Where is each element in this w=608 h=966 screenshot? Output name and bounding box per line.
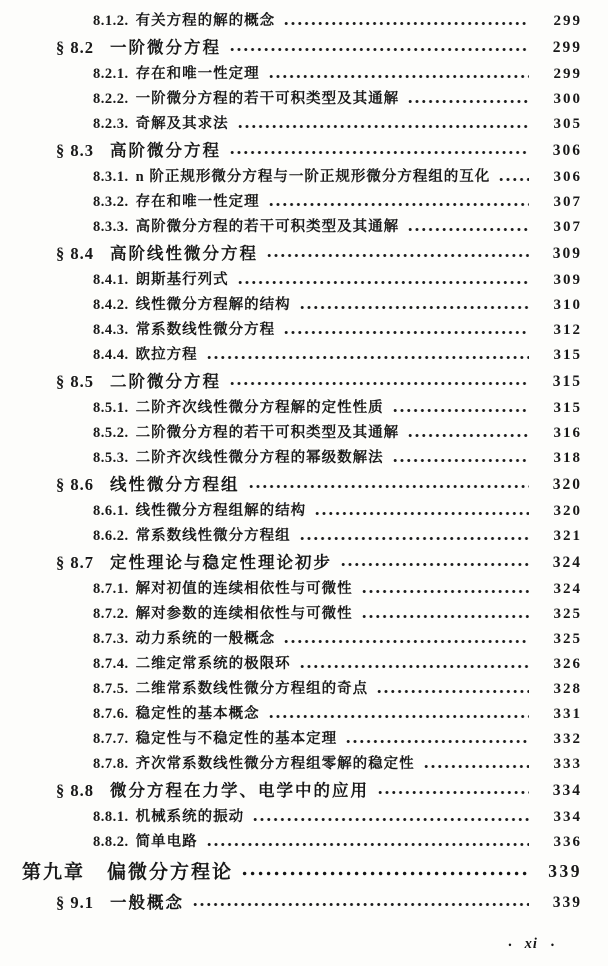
toc-entry-page: 315 [553,400,582,416]
toc-entry-page: 306 [552,142,582,160]
toc-entry-page: 307 [553,194,582,210]
toc-row [0,727,582,752]
toc-entry-page: 299 [553,66,582,82]
dot-leader [253,816,529,823]
toc-row [0,446,582,471]
toc-entry-title: 二阶齐次线性微分方程解的定性性质 [135,400,384,417]
toc-entry-number: 第九章 [22,861,86,883]
toc-entry-title: 二维定常系统的极限环 [135,656,291,673]
toc-row [0,471,582,499]
toc-row [0,805,582,830]
toc-entry-page: 325 [553,631,582,647]
toc-row [0,215,582,240]
dot-leader [267,252,529,259]
toc-entry-title: 欧拉方程 [135,347,198,364]
toc-entry-number: 8.7.1. [93,581,129,598]
toc-entry-number: 8.7.3. [93,631,129,648]
toc-entry-page: 339 [552,894,582,912]
toc-entry-title: 存在和唯一性定理 [135,66,260,83]
dot-leader [207,354,529,361]
toc-entry-number: § 8.4 [56,243,94,263]
toc-entry-title: 偏微分方程论 [107,861,234,883]
toc-entry-page: 328 [553,681,582,697]
toc-entry-title: 一阶微分方程的若干可积类型及其通解 [135,91,400,108]
footer-left-dot-icon: • [508,939,512,950]
toc-entry-title: 奇解及其求法 [135,116,229,133]
toc-entry-number: 8.2.2. [93,91,129,108]
toc-row [0,889,582,917]
toc-entry-page: 336 [553,834,582,850]
toc-entry-title: 线性微分方程组 [110,474,240,494]
toc-entry-title: 微分方程在力学、电学中的应用 [110,780,369,800]
toc-entry-page: 318 [553,450,582,466]
toc-entry-page: 316 [553,425,582,441]
toc-entry-title: 机械系统的振动 [135,809,245,826]
toc-row [0,830,582,855]
toc-entry-number: 8.7.4. [93,656,129,673]
toc-entry-title: 二阶齐次线性微分方程的幂级数解法 [135,450,384,467]
dot-leader [249,483,530,490]
toc-entry-page: 339 [548,861,582,882]
toc-entry-title: 解对参数的连续相依性与可微性 [135,606,353,623]
toc-entry-number: 8.4.1. [93,272,129,289]
toc-entry-page: 299 [552,39,582,57]
toc-entry-page: 305 [553,116,582,132]
toc-entry-title: 线性微分方程解的结构 [135,297,291,314]
toc-entry-page: 332 [553,731,582,747]
dot-leader [300,535,529,542]
toc-entry-number: 8.6.2. [93,528,129,545]
dot-leader [284,638,529,645]
dot-leader [408,98,529,105]
toc-row [0,752,582,777]
toc-entry-page: 315 [553,347,582,363]
toc-entry-page: 334 [552,782,582,800]
toc-entry-number: § 9.1 [56,892,94,912]
toc-entry-title: 二维常系数线性微分方程组的奇点 [135,681,369,698]
dot-leader [238,279,529,286]
toc-entry-title: 一般概念 [110,892,184,912]
toc-row [0,343,582,368]
toc-entry-page: 299 [553,13,582,29]
toc-row [0,268,582,293]
dot-leader [207,841,529,848]
toc-entry-title: n 阶正规形微分方程与一阶正规形微分方程组的互化 [135,169,491,186]
toc-row [0,165,582,190]
toc-row [0,318,582,343]
dot-leader [362,613,529,620]
toc-entry-number: § 8.6 [56,474,94,494]
toc-entry-title: 简单电路 [135,834,198,851]
toc-entry-title: 存在和唯一性定理 [135,194,260,211]
dot-leader [284,20,529,27]
toc-entry-page: 331 [553,706,582,722]
dot-leader [424,763,529,770]
page-footer [508,936,554,953]
footer-right-dot-icon: • [550,939,554,950]
dot-leader [284,329,529,336]
toc-entry-title: 一阶微分方程 [110,37,221,57]
dot-leader [269,713,529,720]
dot-leader [269,73,529,80]
toc-row [0,87,582,112]
toc-entry-title: 常系数线性微分方程 [135,322,276,339]
toc-entry-page: 320 [552,476,582,494]
toc-entry-title: 解对初值的连续相依性与可微性 [135,581,353,598]
dot-leader [230,380,529,387]
toc-entry-page: 334 [553,809,582,825]
toc-entry-title: 齐次常系数线性微分方程组零解的稳定性 [135,756,415,773]
toc-entry-title: 有关方程的解的概念 [135,13,276,30]
toc-entry-page: 326 [553,656,582,672]
toc-entry-title: 动力系统的一般概念 [135,631,276,648]
toc-row [0,855,582,889]
dot-leader [193,901,529,908]
toc-entry-number: 8.3.1. [93,169,129,186]
toc-entry-title: 常系数线性微分方程组 [135,528,291,545]
toc-entry-number: § 8.2 [56,37,94,57]
toc-entry-page: 300 [553,91,582,107]
toc-entry-number: 8.7.6. [93,706,129,723]
toc-entry-number: § 8.8 [56,780,94,800]
toc-row [0,499,582,524]
toc-entry-title: 二阶微分方程的若干可积类型及其通解 [135,425,400,442]
toc-entry-number: 8.7.7. [93,731,129,748]
toc-row [0,9,582,34]
toc-entry-page: 320 [553,503,582,519]
dot-leader [341,561,529,568]
toc-row [0,190,582,215]
toc-entry-page: 324 [552,554,582,572]
dot-leader [393,457,529,464]
toc-row [0,627,582,652]
toc-entry-number: § 8.7 [56,552,94,572]
toc-row [0,602,582,627]
toc-entry-number: § 8.3 [56,140,94,160]
toc-row [0,677,582,702]
toc-row [0,702,582,727]
toc-row [0,524,582,549]
toc-entry-page: 306 [553,169,582,185]
toc-entry-title: 高阶线性微分方程 [110,243,258,263]
toc-entry-number: 8.5.3. [93,450,129,467]
toc-entry-page: 325 [553,606,582,622]
toc-entry-title: 二阶微分方程 [110,371,221,391]
toc-entry-page: 312 [553,322,582,338]
toc-entry-title: 高阶微分方程 [110,140,221,160]
toc-entry-number: 8.5.1. [93,400,129,417]
toc-entry-number: 8.2.1. [93,66,129,83]
toc-row [0,112,582,137]
dot-leader [499,176,529,183]
toc-row [0,777,582,805]
dot-leader [408,226,529,233]
toc-entry-number: 8.7.2. [93,606,129,623]
footer-page-label: xi [524,936,538,952]
toc-entry-page: 309 [552,245,582,263]
dot-leader [300,663,529,670]
dot-leader [377,688,529,695]
dot-leader [393,407,529,414]
toc-row [0,421,582,446]
toc-entry-number: 8.8.1. [93,809,129,826]
toc-row [0,62,582,87]
toc-entry-page: 307 [553,219,582,235]
toc-entry-number: 8.4.3. [93,322,129,339]
dot-leader [362,588,529,595]
toc-entry-title: 稳定性的基本概念 [135,706,260,723]
toc-entry-number: 8.4.2. [93,297,129,314]
toc-entry-number: 8.2.3. [93,116,129,133]
dot-leader [346,738,529,745]
dot-leader [300,304,529,311]
toc-entry-number: 8.1.2. [93,13,129,30]
dot-leader [315,510,529,517]
toc-entry-page: 321 [553,528,582,544]
toc-row [0,34,582,62]
dot-leader [378,789,529,796]
toc-row [0,293,582,318]
dot-leader [242,870,529,877]
toc-entry-page: 315 [552,373,582,391]
toc-row [0,652,582,677]
toc-entry-title: 高阶微分方程的若干可积类型及其通解 [135,219,400,236]
dot-leader [408,432,529,439]
toc-entry-number: 8.3.2. [93,194,129,211]
toc-entry-number: 8.3.3. [93,219,129,236]
toc-entry-page: 309 [553,272,582,288]
toc-entry-page: 333 [553,756,582,772]
toc-entry-page: 310 [553,297,582,313]
toc-entry-title: 稳定性与不稳定性的基本定理 [135,731,338,748]
toc-entry-number: 8.7.5. [93,681,129,698]
toc-row [0,137,582,165]
toc-row [0,577,582,602]
dot-leader [269,201,529,208]
dot-leader [230,46,529,53]
dot-leader [238,123,529,130]
toc-entry-number: 8.8.2. [93,834,129,851]
toc-row [0,396,582,421]
toc-entry-number: 8.4.4. [93,347,129,364]
dot-leader [230,149,529,156]
toc-entry-title: 定性理论与稳定性理论初步 [110,552,332,572]
toc-entry-title: 线性微分方程组解的结构 [135,503,307,520]
toc-entry-title: 朗斯基行列式 [135,272,229,289]
toc-entry-number: 8.7.8. [93,756,129,773]
toc-row [0,240,582,268]
toc-entry-number: § 8.5 [56,371,94,391]
toc-row [0,368,582,396]
toc-row [0,549,582,577]
toc-entry-number: 8.5.2. [93,425,129,442]
toc-entry-number: 8.6.1. [93,503,129,520]
toc-entry-page: 324 [553,581,582,597]
